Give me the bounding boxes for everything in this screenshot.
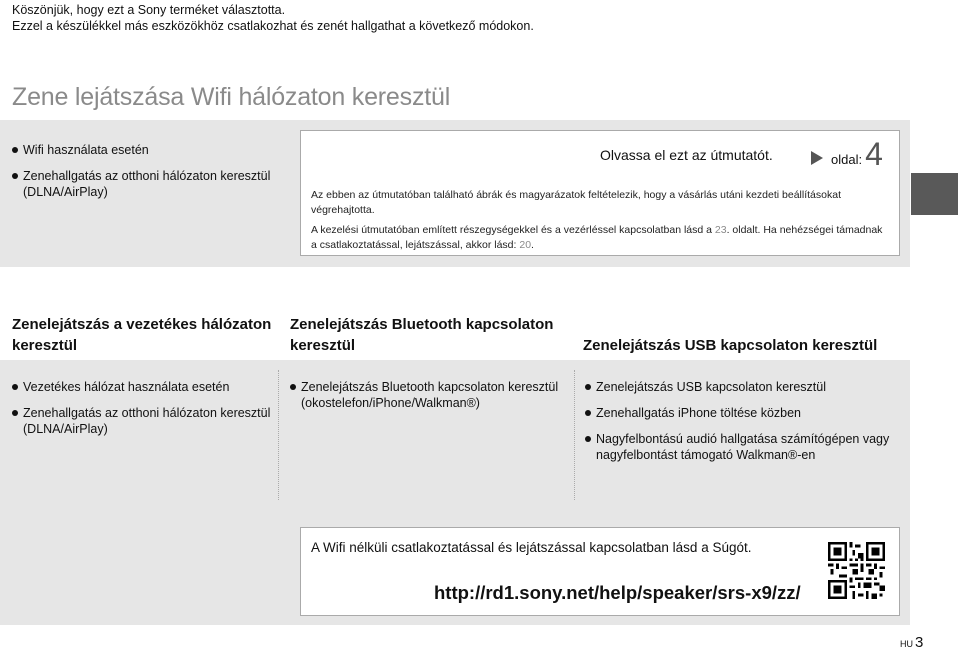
info-paragraph-1: Az ebben az útmutatóban található ábrák és magyarázatok feltételezik, hogy a vásárlás utáni kezdeti beállításokat végrehajtotta.	[311, 189, 841, 216]
page-label: oldal:	[831, 152, 863, 167]
info-text-part: A kezelési útmutatóban említett részegységekkel és a vezérléssel kapcsolatban lásd a	[311, 224, 715, 236]
info-text-part: .	[531, 239, 534, 251]
read-guide-text: Olvassa el ezt az útmutatót.	[600, 147, 773, 163]
intro-line-2: Ezzel a készülékkel más eszközökhöz csatlakozhat és zenét hallgathat a következő módokon.	[12, 19, 534, 33]
page-title: Zene lejátszása Wifi hálózaton keresztül	[12, 83, 451, 111]
section-tab-marker	[911, 173, 958, 215]
list-item: Zenelejátszás USB kapcsolaton keresztül	[585, 379, 895, 395]
list-item: Nagyfelbontású audió hallgatása számítógépen vagy nagyfelbontást támogató Walkman®-en	[585, 431, 895, 463]
help-url-link[interactable]: http://rd1.sony.net/help/speaker/srs-x9/zz/	[434, 582, 801, 603]
column-divider	[574, 370, 575, 500]
help-text: A Wifi nélküli csatlakoztatással és lejátszással kapcsolatban lásd a Súgót.	[311, 540, 752, 555]
page-link-23[interactable]: 23	[714, 224, 727, 236]
info-box	[300, 130, 900, 256]
qr-code-icon[interactable]	[828, 542, 885, 599]
list-item: Zenelejátszás Bluetooth kapcsolaton keresztül (okostelefon/iPhone/Walkman®)	[290, 379, 570, 411]
page-reference	[811, 137, 883, 171]
page-reference-number: 4	[865, 136, 883, 172]
wired-network-heading: Zenelejátszás a vezetékes hálózaton keresztül	[12, 316, 272, 354]
play-arrow-icon	[811, 151, 823, 165]
bluetooth-heading: Zenelejátszás Bluetooth kapcsolaton keresztül	[290, 316, 554, 354]
help-box	[300, 527, 900, 616]
info-text-part: . oldalt. Ha nehézségei támadnak a csatlakoztatással, lejátszással, akkor lásd:	[311, 224, 883, 251]
list-item: Wifi használata esetén	[12, 142, 282, 158]
list-item: Zenehallgatás iPhone töltése közben	[585, 405, 895, 421]
language-code: HU	[900, 639, 913, 649]
intro-text	[12, 2, 534, 34]
list-item: Zenehallgatás az otthoni hálózaton keresztül (DLNA/AirPlay)	[12, 168, 282, 200]
usb-heading: Zenelejátszás USB kapcsolaton keresztül	[583, 337, 878, 354]
page-footer	[900, 635, 923, 650]
info-paragraph-2	[311, 223, 891, 253]
intro-line-1: Köszönjük, hogy ezt a Sony terméket választotta.	[12, 3, 286, 17]
list-item: Zenehallgatás az otthoni hálózaton keresztül (DLNA/AirPlay)	[12, 405, 272, 437]
bluetooth-bullet-list	[290, 379, 570, 421]
list-item: Vezetékes hálózat használata esetén	[12, 379, 272, 395]
page-link-20[interactable]: 20	[519, 239, 532, 251]
page-number: 3	[915, 634, 924, 651]
wifi-bullet-list	[12, 142, 282, 210]
wired-bullet-list	[12, 379, 272, 447]
column-divider	[278, 370, 279, 500]
usb-bullet-list	[585, 379, 895, 473]
